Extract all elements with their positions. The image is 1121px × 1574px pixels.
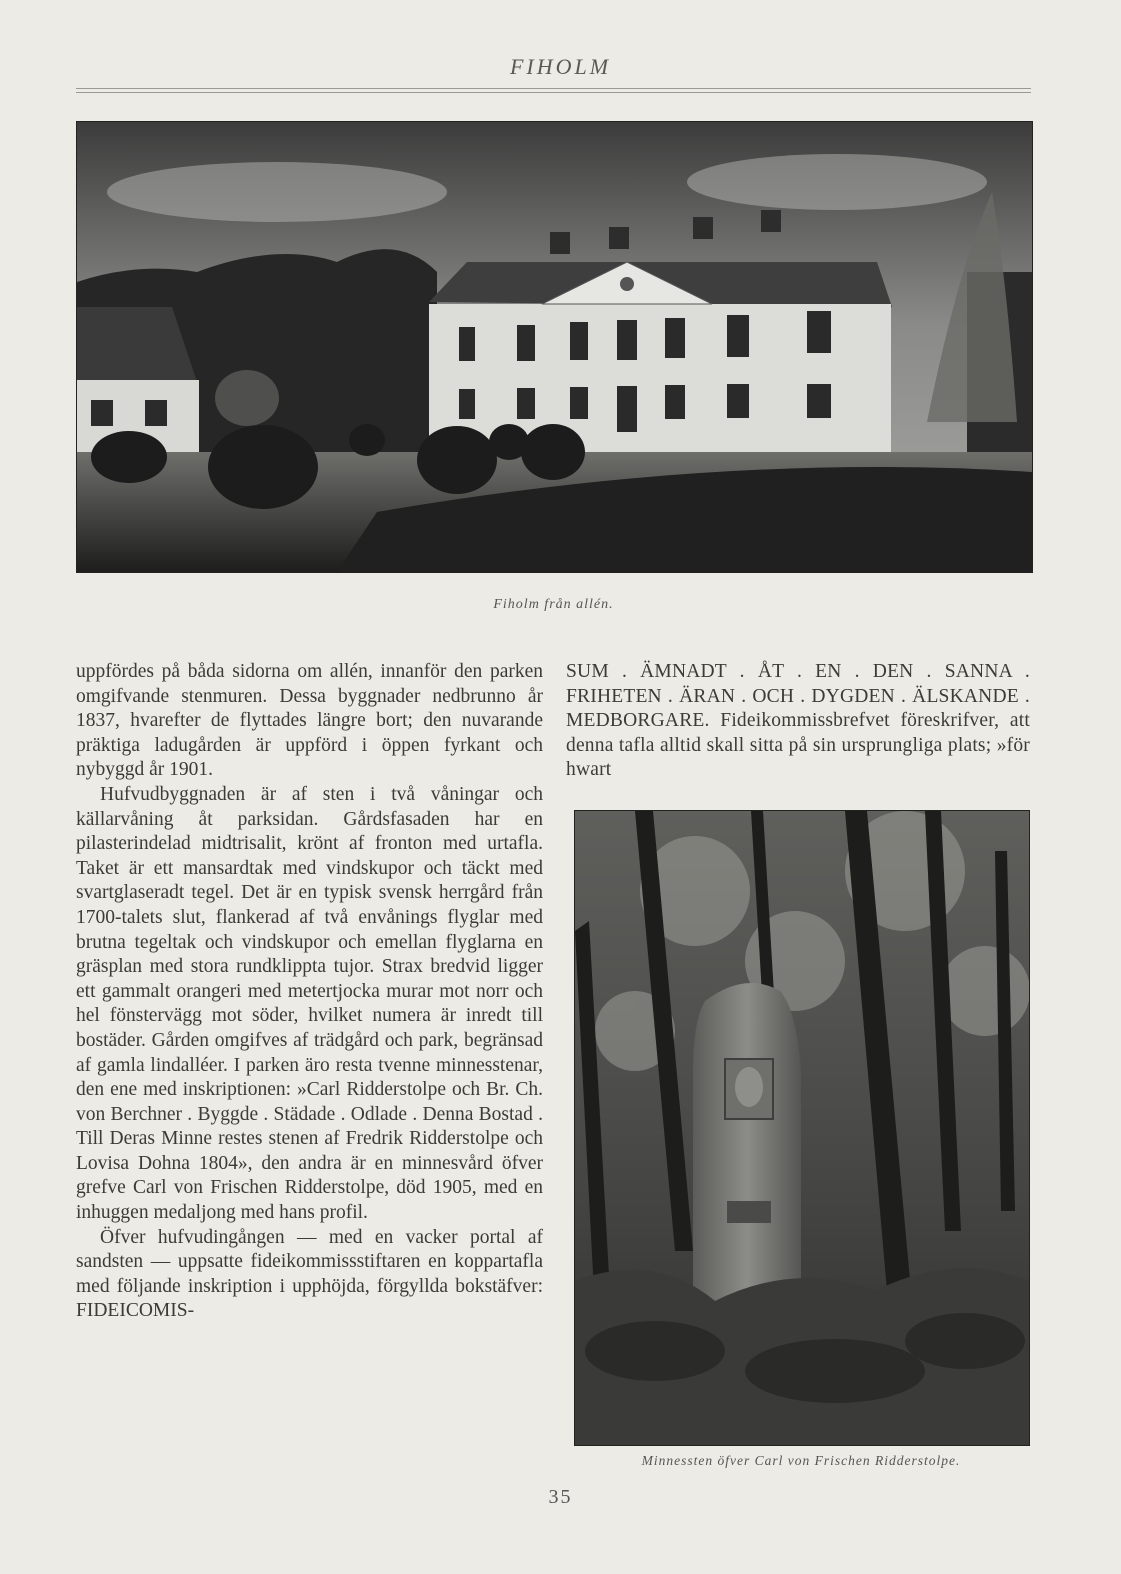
right-text-column bbox=[566, 660, 1030, 783]
manor-photo bbox=[76, 121, 1033, 573]
left-paragraph-1: uppfördes på båda sidorna om allén, innanför den parken omgifvande stenmuren. Dessa byggnader nedbrunno år 1837, hvarefter de flyttades längre bort; den nuvarande präktiga ladugården är uppförd i öppen fyrkant och nybyggd år 1901. bbox=[76, 661, 543, 781]
left-text-column bbox=[76, 660, 543, 1324]
header-rule bbox=[76, 88, 1031, 93]
top-figure-caption: Fiholm från allén. bbox=[493, 597, 614, 612]
right-paragraph-1: SUM . ÄMNADT . ÅT . EN . DEN . SANNA . FRIHETEN . ÄRAN . OCH . DYGDEN . ÄLSKANDE . MEDBORGARE. Fideikommissbrefvet föreskrifver, att denna tafla alltid skall sitta på sin ursprungliga plats; »för hwart bbox=[566, 661, 1030, 781]
page-number: 35 bbox=[548, 1486, 573, 1508]
running-header: FIHOLM bbox=[509, 54, 612, 79]
bottom-figure-caption: Minnessten öfver Carl von Frischen Ridderstolpe. bbox=[641, 1453, 961, 1468]
left-paragraph-2: Hufvudbyggnaden är af sten i två våningar och källarvåning åt parksidan. Gårdsfasaden har en pilasterindelad midtrisalit, krönt af fronton med urtafla. Taket är ett mansardtak med vindskupor och täckt med svartglaseradt tegel. Det är en typisk svensk herrgård från 1700-talets slut, flankerad af två envånings flyglar med brutna tegeltak och vindskupor och emellan flyglarna en gräsplan med stora rundklippta tujor. Strax bredvid ligger ett gammalt orangeri med metertjocka murar mot norr och hel fönstervägg mot söder, hvilket numera är inredt till bostäder. Gården omgifves af trädgård och park, begränsad af gamla lindalléer. I parken äro resta tvenne minnesstenar, den ene med inskriptionen: »Carl Ridderstolpe och Br. Ch. von Berchner . Byggde . Städade . Odlade . Denna Bostad . Till Deras Minne restes stenen af Fredrik Ridderstolpe och Lovisa Dohna 1804», den andra är en minnesvård öfver grefve Carl von Frischen Ridderstolpe, död 1905, med en inhuggen medaljong med hans profil. bbox=[76, 783, 543, 1224]
memorial-stone-photo bbox=[574, 810, 1030, 1446]
left-paragraph-3: Öfver hufvudingången — med en vacker portal af sandsten — uppsatte fideikommissstiftaren en koppartafla med följande inskription i upphöjda, förgyllda bokstäfver: FIDEICOMIS- bbox=[76, 1226, 543, 1322]
